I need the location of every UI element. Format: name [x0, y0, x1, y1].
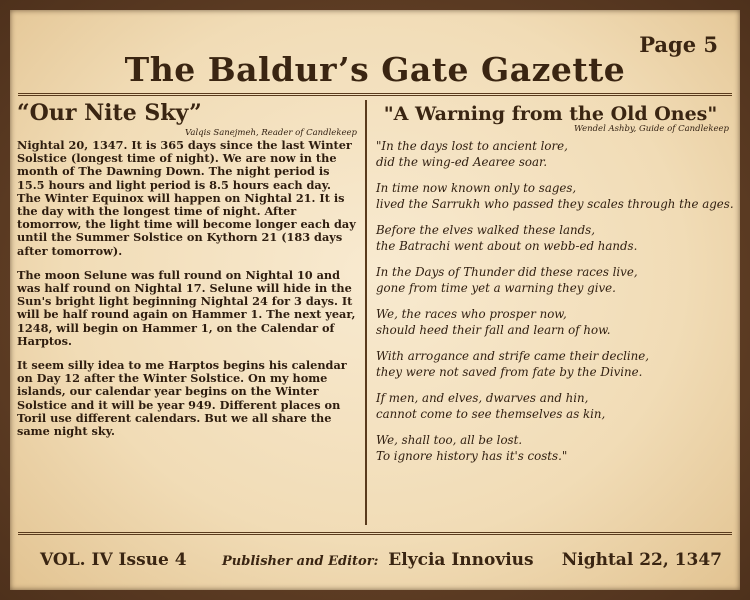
top-divider: [18, 93, 732, 96]
article-paragraph: Nightal 20, 1347. It is 365 days since the last Winter Solstice (longest time of night). We are now in the month of The Dawning Down. The night period is 15.5 hours and light period is 8.5 hours each day. The Winter Equinox will happen on Nightal 21. It is the day with the longest time of night. After tomorrow, the light time will become longer each day until the Summer Solstice on Kythorn 21 (183 days after tomorrow).: [17, 138, 356, 258]
column-divider: [365, 100, 367, 525]
poem-line: they were not saved from fate by the Divine.: [376, 364, 643, 379]
article-headline: “Our Nite Sky”: [17, 100, 202, 126]
bottom-divider: [18, 532, 732, 535]
poem-line: did the wing-ed Aearee soar.: [376, 154, 548, 169]
article-byline: Valqis Sanejmeh, Reader of Candlekeep: [185, 128, 357, 138]
article-paragraph: The moon Selune was full round on Nightal 10 and was half round on Nightal 17. Selune will hide in the Sun's bright light beginning Nightal 24 for 3 days. It will be half round again on Hammer 1. The next year, 1248, will begin on Hammer 1, on the Calendar of Harptos.: [17, 267, 356, 348]
article-paragraph: It seem silly idea to me Harptos begins his calendar on Day 12 after the Winter Solstice. On my home islands, our calendar year begins on the Winter Solstice and it will be year 949. Different places on Toril use different calendars. But we all share the same night sky.: [17, 358, 347, 439]
article-our-nite-sky: [17, 98, 357, 449]
poem-line: Before the elves walked these lands,: [376, 223, 595, 237]
masthead-title: The Baldur’s Gate Gazette: [124, 50, 626, 89]
poem-stanza: [376, 307, 733, 338]
publisher-name: Elycia Innovius: [388, 550, 534, 570]
poem-line: cannot come to see themselves as kin,: [376, 406, 606, 421]
poem-line: lived the Sarrukh who passed they scales through the ages.: [376, 196, 734, 211]
article-headline: "A Warning from the Old Ones": [383, 103, 718, 125]
poem-line: the Batrachi went about on webb-ed hands.: [376, 238, 638, 253]
publisher-credit: [222, 550, 534, 570]
article-body: [17, 139, 357, 438]
poem-line: In time now known only to sages,: [376, 181, 577, 195]
poem-line: To ignore history has it's costs.": [376, 448, 568, 463]
poem-stanza: [376, 223, 733, 254]
footer: [10, 550, 740, 580]
poem-line: "In the days lost to ancient lore,: [376, 139, 568, 153]
newspaper-page: [10, 10, 740, 590]
poem-stanza: [376, 265, 733, 296]
poem-line: With arrogance and strife came their decline,: [376, 349, 650, 363]
poem-line: We, the races who prosper now,: [376, 307, 567, 321]
poem-stanza: [376, 139, 733, 170]
poem-stanza: [376, 391, 733, 422]
publisher-label: Publisher and Editor:: [222, 554, 379, 569]
volume-issue: VOL. IV Issue 4: [40, 550, 187, 570]
page-number: Page 5: [639, 32, 718, 57]
poem-line: In the Days of Thunder did these races live,: [376, 265, 638, 279]
poem-stanza: [376, 433, 733, 464]
poem-line: If men, and elves, dwarves and hin,: [376, 391, 589, 405]
poem-stanza: [376, 349, 733, 380]
poem-line: should heed their fall and learn of how.: [376, 322, 611, 337]
poem-stanza: [376, 181, 733, 212]
article-byline: Wendel Ashby, Guide of Candlekeep: [574, 124, 729, 134]
issue-date: Nightal 22, 1347: [561, 550, 722, 570]
article-warning-old-ones: [368, 100, 733, 475]
poem-body: [368, 139, 733, 464]
poem-line: We, shall too, all be lost.: [376, 433, 523, 447]
poem-line: gone from time yet a warning they give.: [376, 280, 616, 295]
